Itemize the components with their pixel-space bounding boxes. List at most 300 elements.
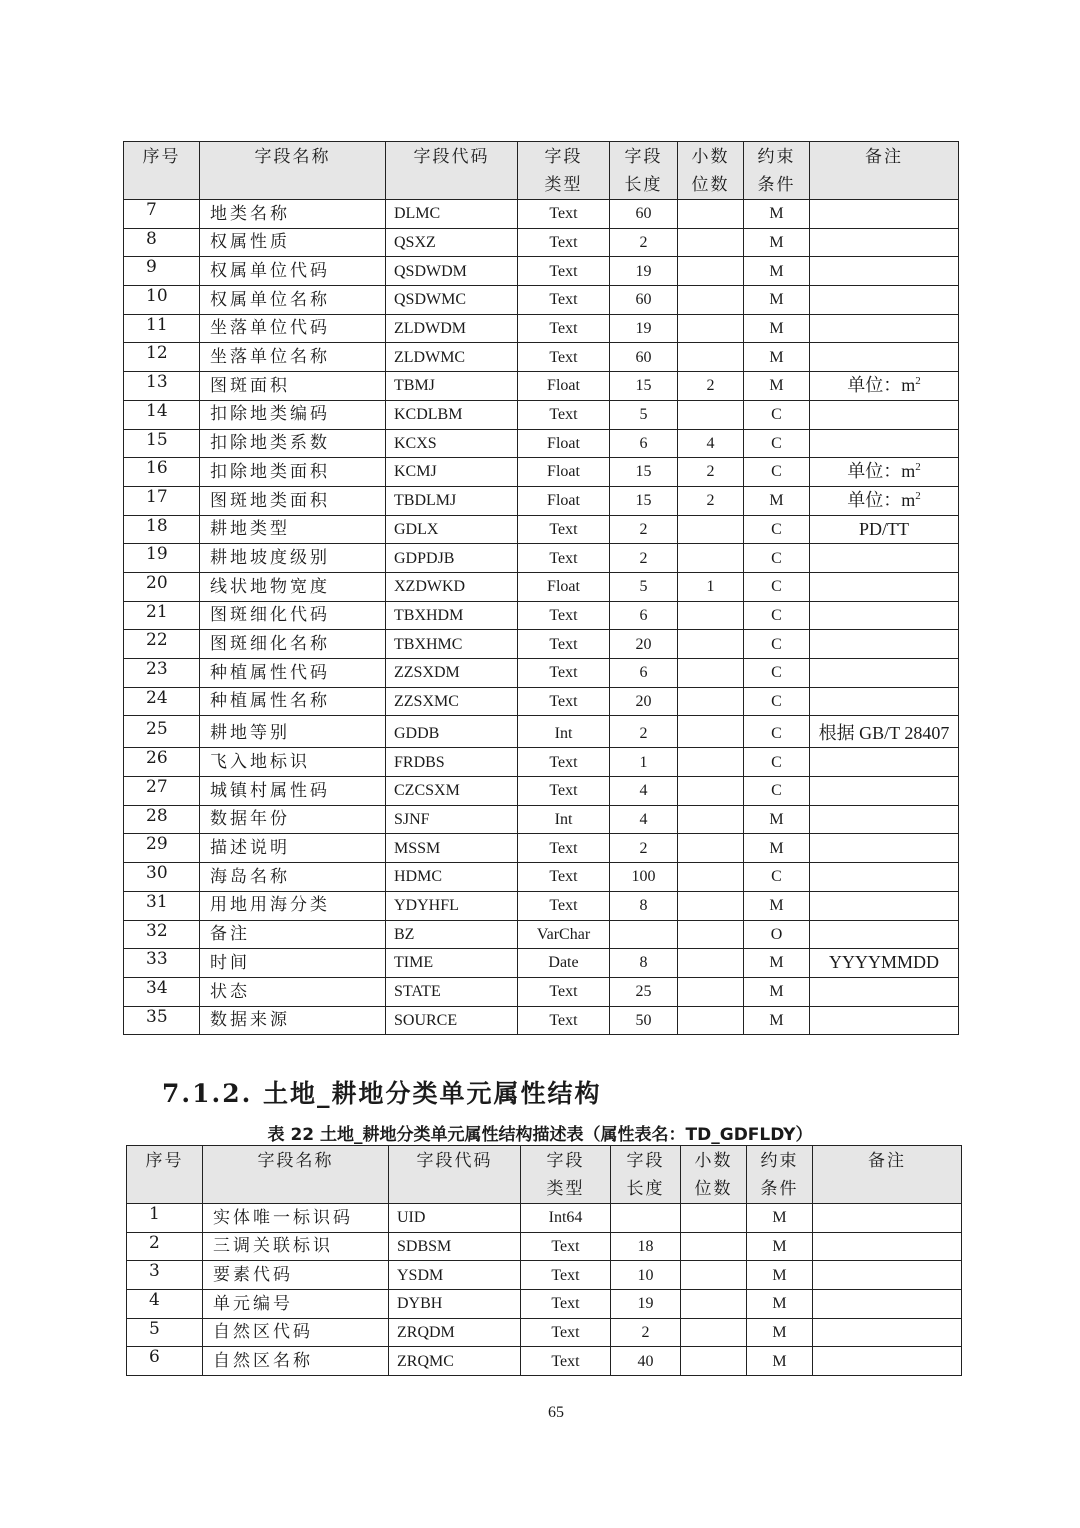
field-length-cell: 2 [610,228,678,257]
field-length-cell: 60 [610,343,678,372]
field-name-cell: 图斑面积 [200,372,386,401]
field-length-cell: 15 [610,486,678,515]
field-type-cell: Float [518,486,610,515]
field-code-cell: STATE [386,977,518,1006]
field-name-cell: 扣除地类面积 [200,458,386,487]
field-length-cell: 2 [610,716,678,748]
seq-cell: 8 [124,228,200,257]
field-name-cell: 用地用海分类 [200,891,386,920]
field-code-cell: YDYHFL [386,891,518,920]
field-length-cell [611,1204,681,1233]
remarks-cell [810,286,959,315]
header-constraint: 约束 条件 [744,142,810,200]
field-length-cell: 8 [610,949,678,978]
constraint-cell: M [744,1006,810,1035]
field-code-cell: TBXHMC [386,630,518,659]
field-code-cell: KCMJ [386,458,518,487]
field-type-cell: VarChar [518,920,610,949]
field-code-cell: SDBSM [389,1232,521,1261]
seq-cell: 7 [124,200,200,229]
remarks-cell [810,572,959,601]
table-header-row [124,142,959,200]
field-name-cell: 数据来源 [200,1006,386,1035]
field-name-cell: 耕地等别 [200,716,386,748]
field-type-cell: Text [521,1290,611,1319]
table-row [127,1261,962,1290]
seq-cell: 30 [124,863,200,892]
table-row [127,1290,962,1319]
field-code-cell: QSDWMC [386,286,518,315]
field-name-cell: 权属单位名称 [200,286,386,315]
decimals-cell [678,977,744,1006]
remarks-cell [813,1290,962,1319]
header-decimals: 小数 位数 [681,1146,747,1204]
field-length-cell: 6 [610,601,678,630]
decimals-cell [681,1232,747,1261]
table-row [124,1006,959,1035]
field-length-cell [610,920,678,949]
field-length-cell: 2 [610,515,678,544]
field-name-cell: 自然区代码 [203,1318,389,1347]
header-remarks: 备注 [810,142,959,200]
table-row [124,949,959,978]
table-header-row [127,1146,962,1204]
seq-cell: 24 [124,687,200,716]
decimals-cell [678,687,744,716]
field-name-cell: 城镇村属性码 [200,777,386,806]
seq-cell: 35 [124,1006,200,1035]
decimals-cell [678,748,744,777]
decimals-cell [678,863,744,892]
seq-cell: 1 [127,1204,203,1233]
remarks-cell: PD/TT [810,515,959,544]
remarks-cell [810,805,959,834]
remarks-cell: 单位：$m^2$ [810,486,959,515]
field-name-cell: 实体唯一标识码 [203,1204,389,1233]
field-type-cell: Text [518,228,610,257]
seq-cell: 11 [124,314,200,343]
constraint-cell: M [747,1290,813,1319]
header-field-length: 字段 长度 [610,142,678,200]
field-length-cell: 2 [610,834,678,863]
field-type-cell: Date [518,949,610,978]
seq-cell: 10 [124,286,200,315]
remarks-cell: YYYYMMDD [810,949,959,978]
seq-cell: 27 [124,777,200,806]
field-name-cell: 扣除地类系数 [200,429,386,458]
field-length-cell: 15 [610,372,678,401]
decimals-cell [678,949,744,978]
field-name-cell: 耕地类型 [200,515,386,544]
table-row [127,1204,962,1233]
field-type-cell: Text [518,687,610,716]
table-row [124,544,959,573]
decimals-cell [678,400,744,429]
field-code-cell: TBMJ [386,372,518,401]
decimals-cell [681,1347,747,1376]
decimals-cell [678,515,744,544]
constraint-cell: C [744,572,810,601]
table-row [124,891,959,920]
field-type-cell: Text [518,343,610,372]
table-row [124,458,959,487]
constraint-cell: M [744,372,810,401]
decimals-cell [678,891,744,920]
field-type-cell: Text [518,748,610,777]
seq-cell: 20 [124,572,200,601]
field-length-cell: 5 [610,400,678,429]
table-row [124,834,959,863]
constraint-cell: M [744,257,810,286]
remarks-cell [810,863,959,892]
field-length-cell: 19 [610,257,678,286]
header-field-name: 字段名称 [200,142,386,200]
field-type-cell: Text [518,659,610,688]
table-row [124,601,959,630]
remarks-cell [810,601,959,630]
field-code-cell: BZ [386,920,518,949]
seq-cell: 14 [124,400,200,429]
field-length-cell: 20 [610,687,678,716]
field-type-cell: Text [518,891,610,920]
remarks-cell [813,1347,962,1376]
field-length-cell: 40 [611,1347,681,1376]
field-length-cell: 18 [611,1232,681,1261]
remarks-cell [810,777,959,806]
seq-cell: 22 [124,630,200,659]
field-type-cell: Text [518,834,610,863]
header-field-type: 字段 类型 [518,142,610,200]
decimals-cell [678,286,744,315]
seq-cell: 31 [124,891,200,920]
field-length-cell: 2 [611,1318,681,1347]
table-row [124,429,959,458]
field-length-cell: 2 [610,544,678,573]
constraint-cell: O [744,920,810,949]
constraint-cell: M [744,891,810,920]
constraint-cell: C [744,777,810,806]
field-type-cell: Int64 [521,1204,611,1233]
table-row [127,1318,962,1347]
field-type-cell: Int [518,716,610,748]
seq-cell: 19 [124,544,200,573]
field-type-cell: Float [518,372,610,401]
remarks-cell [810,257,959,286]
seq-cell: 32 [124,920,200,949]
field-name-cell: 坐落单位名称 [200,343,386,372]
table-row [124,863,959,892]
seq-cell: 15 [124,429,200,458]
constraint-cell: M [744,200,810,229]
table-row [127,1347,962,1376]
field-length-cell: 4 [610,777,678,806]
field-code-cell: TBXHDM [386,601,518,630]
remarks-cell [810,228,959,257]
decimals-cell [681,1261,747,1290]
field-code-cell: FRDBS [386,748,518,777]
decimals-cell [681,1318,747,1347]
table-row [124,400,959,429]
field-length-cell: 8 [610,891,678,920]
remarks-cell [813,1232,962,1261]
decimals-cell [678,777,744,806]
constraint-cell: C [744,515,810,544]
field-name-cell: 要素代码 [203,1261,389,1290]
field-type-cell: Text [521,1318,611,1347]
field-name-cell: 自然区名称 [203,1347,389,1376]
field-type-cell: Text [518,257,610,286]
table-row [124,486,959,515]
field-name-cell: 海岛名称 [200,863,386,892]
table-row [124,920,959,949]
decimals-cell [681,1204,747,1233]
table-row [124,805,959,834]
remarks-cell: 单位：$m^2$ [810,372,959,401]
field-code-cell: GDPDJB [386,544,518,573]
decimals-cell [678,630,744,659]
field-type-cell: Float [518,458,610,487]
constraint-cell: C [744,601,810,630]
field-name-cell: 权属单位代码 [200,257,386,286]
table-row [124,777,959,806]
field-type-cell: Text [518,544,610,573]
constraint-cell: M [747,1261,813,1290]
seq-cell: 9 [124,257,200,286]
field-name-cell: 地类名称 [200,200,386,229]
field-code-cell: ZLDWMC [386,343,518,372]
field-length-cell: 20 [610,630,678,659]
field-type-cell: Float [518,429,610,458]
field-table-gdfldy [126,1145,962,1376]
table-row [124,687,959,716]
field-code-cell: CZCSXM [386,777,518,806]
header-seq: 序号 [127,1146,203,1204]
decimals-cell [678,1006,744,1035]
field-length-cell: 4 [610,805,678,834]
remarks-cell [810,429,959,458]
table-row [124,228,959,257]
field-code-cell: SJNF [386,805,518,834]
table-row [124,314,959,343]
remarks-cell [810,630,959,659]
field-type-cell: Text [518,977,610,1006]
constraint-cell: C [744,687,810,716]
field-type-cell: Text [518,777,610,806]
constraint-cell: M [744,949,810,978]
field-type-cell: Text [518,314,610,343]
field-name-cell: 图斑细化代码 [200,601,386,630]
constraint-cell: C [744,544,810,573]
seq-cell: 17 [124,486,200,515]
field-type-cell: Text [518,630,610,659]
field-code-cell: YSDM [389,1261,521,1290]
decimals-cell [678,544,744,573]
table-row [124,630,959,659]
decimals-cell [678,343,744,372]
field-length-cell: 19 [610,314,678,343]
field-name-cell: 图斑地类面积 [200,486,386,515]
seq-cell: 16 [124,458,200,487]
header-field-code: 字段代码 [386,142,518,200]
decimals-cell: 2 [678,372,744,401]
field-length-cell: 50 [610,1006,678,1035]
decimals-cell [678,314,744,343]
remarks-cell [810,544,959,573]
field-code-cell: ZZSXMC [386,687,518,716]
field-name-cell: 种植属性代码 [200,659,386,688]
field-code-cell: QSDWDM [386,257,518,286]
field-code-cell: GDDB [386,716,518,748]
seq-cell: 26 [124,748,200,777]
field-name-cell: 数据年份 [200,805,386,834]
decimals-cell: 2 [678,486,744,515]
field-length-cell: 1 [610,748,678,777]
field-length-cell: 19 [611,1290,681,1319]
field-name-cell: 坐落单位代码 [200,314,386,343]
decimals-cell [681,1290,747,1319]
remarks-cell [810,343,959,372]
header-field-code: 字段代码 [389,1146,521,1204]
constraint-cell: C [744,429,810,458]
constraint-cell: C [744,630,810,659]
remarks-cell [810,200,959,229]
field-code-cell: UID [389,1204,521,1233]
remarks-cell [813,1204,962,1233]
field-name-cell: 三调关联标识 [203,1232,389,1261]
remarks-cell [810,659,959,688]
field-code-cell: TBDLMJ [386,486,518,515]
header-field-length: 字段 长度 [611,1146,681,1204]
field-code-cell: DLMC [386,200,518,229]
constraint-cell: M [747,1204,813,1233]
seq-cell: 33 [124,949,200,978]
decimals-cell [678,834,744,863]
field-type-cell: Text [521,1347,611,1376]
field-name-cell: 描述说明 [200,834,386,863]
seq-cell: 3 [127,1261,203,1290]
field-type-cell: Text [518,601,610,630]
field-code-cell: ZRQDM [389,1318,521,1347]
header-field-type: 字段 类型 [521,1146,611,1204]
field-code-cell: ZRQMC [389,1347,521,1376]
field-code-cell: KCXS [386,429,518,458]
remarks-cell [813,1261,962,1290]
field-type-cell: Int [518,805,610,834]
table-row [124,343,959,372]
field-name-cell: 图斑细化名称 [200,630,386,659]
field-code-cell: TIME [386,949,518,978]
field-length-cell: 100 [610,863,678,892]
seq-cell: 25 [124,716,200,748]
remarks-cell: 单位：$m^2$ [810,458,959,487]
remarks-cell [810,891,959,920]
decimals-cell [678,920,744,949]
field-type-cell: Text [518,400,610,429]
constraint-cell: M [744,314,810,343]
field-name-cell: 耕地坡度级别 [200,544,386,573]
remarks-cell: 根据 GB/T 28407 [810,716,959,748]
field-length-cell: 15 [610,458,678,487]
field-code-cell: XZDWKD [386,572,518,601]
constraint-cell: C [744,748,810,777]
field-type-cell: Text [518,1006,610,1035]
table-row [124,200,959,229]
remarks-cell [810,400,959,429]
table-row [127,1232,962,1261]
table-row [124,977,959,1006]
table-row [124,515,959,544]
header-field-name: 字段名称 [203,1146,389,1204]
field-length-cell: 5 [610,572,678,601]
remarks-cell [813,1318,962,1347]
field-name-cell: 备注 [200,920,386,949]
table-row [124,257,959,286]
field-name-cell: 飞入地标识 [200,748,386,777]
seq-cell: 13 [124,372,200,401]
field-type-cell: Text [518,863,610,892]
field-type-cell: Text [521,1261,611,1290]
table-row [124,716,959,748]
constraint-cell: M [747,1232,813,1261]
decimals-cell [678,805,744,834]
constraint-cell: M [744,343,810,372]
field-name-cell: 权属性质 [200,228,386,257]
field-name-cell: 种植属性名称 [200,687,386,716]
table-row [124,372,959,401]
constraint-cell: M [744,977,810,1006]
field-type-cell: Text [521,1232,611,1261]
seq-cell: 23 [124,659,200,688]
constraint-cell: M [744,805,810,834]
seq-cell: 29 [124,834,200,863]
decimals-cell [678,228,744,257]
header-decimals: 小数 位数 [678,142,744,200]
remarks-cell [810,977,959,1006]
field-code-cell: MSSM [386,834,518,863]
decimals-cell [678,200,744,229]
decimals-cell [678,716,744,748]
field-type-cell: Float [518,572,610,601]
seq-cell: 18 [124,515,200,544]
field-name-cell: 扣除地类编码 [200,400,386,429]
decimals-cell [678,659,744,688]
constraint-cell: M [744,834,810,863]
header-seq: 序号 [124,142,200,200]
field-length-cell: 6 [610,659,678,688]
table-row [124,659,959,688]
page-number: 65 [548,1404,564,1421]
constraint-cell: C [744,716,810,748]
table-row [124,572,959,601]
seq-cell: 5 [127,1318,203,1347]
header-constraint: 约束 条件 [747,1146,813,1204]
field-length-cell: 25 [610,977,678,1006]
field-type-cell: Text [518,286,610,315]
decimals-cell [678,257,744,286]
field-length-cell: 10 [611,1261,681,1290]
field-length-cell: 60 [610,200,678,229]
field-name-cell: 单元编号 [203,1290,389,1319]
constraint-cell: M [744,486,810,515]
field-code-cell: ZLDWDM [386,314,518,343]
constraint-cell: M [744,286,810,315]
remarks-cell [810,687,959,716]
decimals-cell: 1 [678,572,744,601]
field-code-cell: SOURCE [386,1006,518,1035]
table-row [124,748,959,777]
constraint-cell: M [744,228,810,257]
field-code-cell: HDMC [386,863,518,892]
